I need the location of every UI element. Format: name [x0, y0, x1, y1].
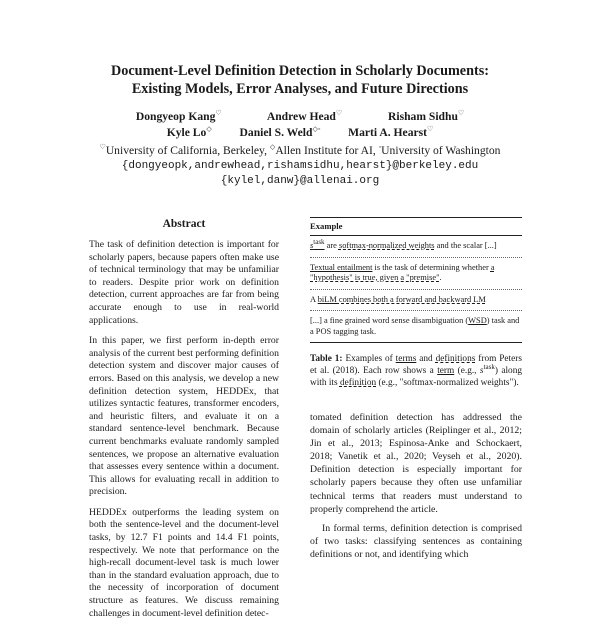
row-term: WSD [468, 316, 487, 325]
right-column [310, 214, 522, 561]
body-paragraph-2: In formal terms, definition detection is comprised of two tasks: classifying sentences as containing definitions or not, and identifying which [310, 522, 522, 560]
row-definition: softmax-normalized weights [338, 241, 435, 250]
example-row-4 [310, 311, 522, 342]
caption-symbol-sup: task [483, 362, 495, 371]
caption-definition: definition [339, 378, 377, 388]
author-affil-mark: ◇ [206, 125, 212, 134]
example-table [310, 217, 522, 343]
row-text: ) task and a POS tagging task. [310, 316, 520, 336]
row-text: is the task of determining whether [372, 262, 491, 272]
row-text: [...] a fine grained word sense disambiguation ( [310, 316, 469, 325]
title-line-1: Document-Level Definition Detection in Scholarly Documents: [111, 63, 489, 79]
abstract-paragraph-2: In this paper, we first perform in-depth error analysis of the current best performing definition detection system and discover major causes of errors. Based on this analysis, we develop a new definition detection system, HEDDEx, that utilizes syntactic features, transformer encoders, and heuristic filters, and evaluate it on a standard sentence-level benchmark. Because current benchmarks evaluate randomly sampled sentences, we propose an alternative evaluation that assesses every sentence within a document. This allows for evaluating recall in addition to precision. [89, 335, 279, 498]
row-term-sup: task [313, 238, 325, 247]
email-line-1: {dongyeopk,andrewhead,rishamsidhu,hearst}@berkeley.edu [121, 160, 479, 172]
author-name: Andrew Head [266, 110, 336, 123]
authors-row-1 [40, 110, 560, 123]
author-name: Daniel S. Weld [239, 126, 313, 139]
row-text: and the scalar [...] [434, 241, 497, 250]
left-column [89, 214, 279, 628]
caption-text: Examples of [342, 354, 396, 364]
affiliations [40, 144, 560, 157]
author-name: Kyle Lo [166, 126, 207, 139]
caption-text: ) along with its [310, 366, 522, 388]
author-affil-mark: ◇◦ [312, 125, 321, 134]
abstract-heading: Abstract [162, 218, 206, 230]
row-term: Textual entailment [310, 262, 373, 272]
author-affil-mark: ♡ [215, 109, 222, 118]
row-term: biLM [317, 294, 337, 304]
row-definition: combines both a forward and backward LM [336, 294, 486, 304]
row-text: . [439, 273, 442, 282]
row-term-symbol: s [310, 241, 314, 250]
author-name: Risham Sidhu [387, 110, 458, 123]
caption-symbol: s [479, 366, 484, 376]
row-text: are [324, 241, 339, 250]
paper-title [60, 62, 540, 98]
caption-text: from Peters et al. (2018). Each row shows a [310, 354, 522, 376]
abstract-paragraph-1: The task of definition detection is important for scholarly papers, because papers often make use of technical terminology that may be unfamiliar to readers. Despite prior work on definition detection, current approaches are far from being accurate enough to use in real-world applications. [89, 239, 279, 326]
author-affil-mark: ♡ [335, 109, 343, 118]
author-name: Marti A. Hearst [348, 126, 428, 139]
author-affil-mark: ♡ [457, 109, 465, 118]
caption-terms: terms [395, 354, 417, 364]
caption-text: (e.g., "softmax-normalized weights"). [376, 378, 519, 388]
row-definition: a "hypothesis" is true, given a "premise" [310, 262, 495, 282]
example-row-3 [310, 290, 522, 312]
body-text-block [310, 411, 522, 561]
authors-row-2 [40, 126, 560, 139]
affil-mark: ◦ [378, 143, 382, 152]
caption-label: Table 1: [310, 354, 343, 364]
row-term [310, 238, 325, 250]
affil-ai2: Allen Institute for AI, [275, 144, 376, 157]
affil-berkeley: University of California, Berkeley, [105, 144, 268, 157]
row-text: A [310, 294, 318, 304]
title-line-2: Existing Models, Error Analyses, and Future Directions [131, 81, 469, 97]
caption-text: and [416, 354, 436, 364]
example-row-2 [310, 258, 522, 290]
author-name: Dongyeop Kang [135, 110, 216, 123]
caption-term: term [437, 366, 455, 376]
affil-mark: ♡ [99, 143, 106, 152]
affil-mark: ◇ [269, 143, 276, 152]
affil-uw: University of Washington [381, 144, 501, 157]
caption-text: (e.g., [454, 366, 480, 376]
author-affil-mark: ♡ [427, 125, 434, 134]
table-caption [310, 353, 522, 389]
example-table-header: Example [310, 218, 522, 236]
example-row-1 [310, 236, 522, 258]
caption-definitions: definitions [435, 354, 476, 364]
email-line-2: {kylel,danw}@allenai.org [220, 175, 380, 187]
abstract-paragraph-3: HEDDEx outperforms the leading system on both the sentence-level and the document-level tasks, by 12.7 F1 points and 14.4 F1 points, respectively. We note that performance on the high-recall document-level task is much lower than in the standard evaluation approach, due to the necessity of incorporation of document structure as features. We discuss remaining challenges in document-level definition detec- [89, 506, 279, 619]
body-paragraph-1: tomated definition detection has addressed the domain of scholarly articles (Reiplinger et al., 2012; Jin et al., 2013; Espinosa-Anke and Schockaert, 2018; Vanetik et al., 2020; Veyseh et al., 2020). Definition detection is especially important for scholarly papers because they often use unfamiliar technical terms that readers must understand to properly comprehend the article. [310, 412, 522, 515]
